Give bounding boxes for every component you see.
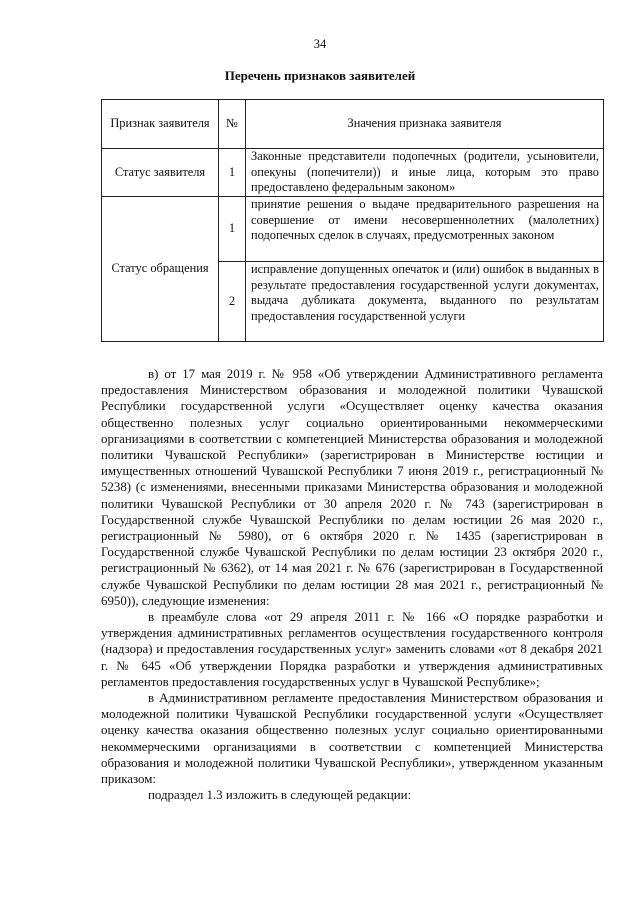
paragraph: в) от 17 мая 2019 г. № 958 «Об утверждении Административного регламента предоставления Министерством образования и молодежной политики Чувашской Республики государственной услуги «Осуществляет оценку качества оказания общественно полезных услуг социально ориентированными некоммерческими организациями в соответствии с компетенцией Министерства образования и молодежной политики Чувашской Республики» (зарегистрирован в Министерстве юстиции и имущественных отношений Чувашской Республики 7 июня 2019 г., регистрационный № 5238) (с изменениями, внесенными приказами Министерства образования и молодежной политики Чувашской Республики от 30 апреля 2020 г. № 743 (зарегистрирован в Государственной службе Чувашской Республики по делам юстиции 26 мая 2020 г., регистрационный № 5980), от 6 октября 2020 г. № 1435 (зарегистрирован в Государственной службе Чувашской Республики по делам юстиции 23 октября 2020 г., регистрационный № 6362), от 14 мая 2021 г. № 676 (зарегистрирован в Государственной службе Чувашской Республики по делам юстиции 28 мая 2021 г., регистрационный № 6950)), следующие изменения:	[101, 367, 603, 608]
table-row	[102, 197, 604, 262]
paragraph: в Административном регламенте предоставления Министерством образования и молодежной политики Чувашской Республики государственной услуги «Осуществляет оценку качества оказания общественно полезных услуг социально ориентированными некоммерческими организациями в соответствии с компетенцией Министерства образования и молодежной политики Чувашской Республики», утвержденном указанным приказом:	[101, 691, 603, 787]
row-sign: Статус обращения	[102, 197, 219, 342]
paragraph: в преамбуле слова «от 29 апреля 2011 г. № 166 «О порядке разработки и утверждения административных регламентов осуществления государственного контроля (надзора) и предоставления государственных услуг» заменить словами «от 8 декабря 2021 г. № 645 «Об утверждении Порядка разработки и утверждения административных регламентов предоставления государственных услуг в Чувашской Республике»;	[101, 610, 603, 689]
row-value: Законные представители подопечных (родители, усыновители, опекуны (попечители)) и иные лица, которым это право предоставлено федеральным законом»	[246, 149, 604, 197]
row-number: 2	[219, 262, 246, 342]
row-sign: Статус заявителя	[102, 149, 219, 197]
row-value: принятие решения о выдаче предварительного разрешения на совершение от имени несовершеннолетних (малолетних) подопечных сделок в случаях, предусмотренных законом	[246, 197, 604, 262]
table-title: Перечень признаков заявителей	[224, 68, 416, 83]
paragraph: подраздел 1.3 изложить в следующей редакции:	[148, 788, 412, 803]
row-value: исправление допущенных опечаток и (или) ошибок в выданных в результате предоставления государственной услуги документах, выдача дубликата документа, выданного по результатам предоставления государственной услуги	[246, 262, 604, 342]
header-sign: Признак заявителя	[102, 100, 219, 149]
applicant-criteria-table	[101, 99, 604, 342]
header-number: №	[219, 100, 246, 149]
table-header-row	[102, 100, 604, 149]
table-row	[102, 149, 604, 197]
header-value: Значения признака заявителя	[246, 100, 604, 149]
row-number: 1	[219, 197, 246, 262]
page-number: 34	[313, 37, 327, 51]
body-text	[101, 366, 603, 803]
row-number: 1	[219, 149, 246, 197]
